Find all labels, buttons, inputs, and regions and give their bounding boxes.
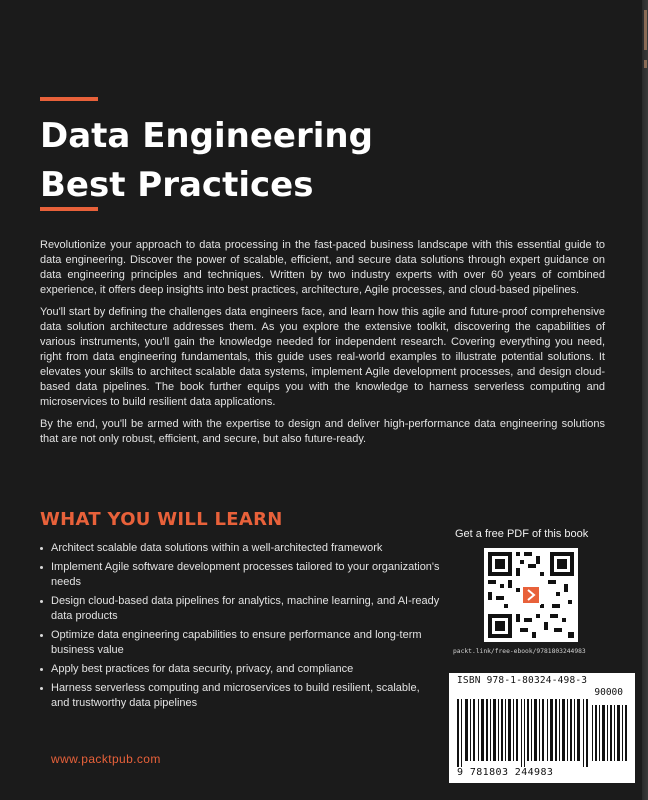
top-accent-bar bbox=[40, 97, 98, 101]
barcode-icon bbox=[455, 699, 631, 767]
learn-list bbox=[40, 541, 440, 715]
free-pdf-url[interactable]: packt.link/free-ebook/9781803244983 bbox=[453, 648, 586, 655]
learn-item: Optimize data engineering capabilities to ensure performance and long-term business value bbox=[40, 628, 440, 658]
learn-item: Architect scalable data solutions within a well-architected framework bbox=[40, 541, 440, 556]
spine-edge bbox=[642, 0, 648, 800]
title-line-2: Best Practices bbox=[40, 165, 314, 205]
barcode-panel bbox=[449, 673, 635, 783]
free-pdf-label: Get a free PDF of this book bbox=[455, 528, 589, 540]
learn-item: Apply best practices for data security, privacy, and compliance bbox=[40, 662, 440, 677]
bottom-accent-bar bbox=[40, 207, 98, 211]
book-description bbox=[40, 238, 605, 454]
price-code: 90000 bbox=[594, 687, 623, 698]
spine-mark bbox=[644, 10, 647, 50]
title-line-1: Data Engineering bbox=[40, 116, 373, 156]
learn-item: Implement Agile software development processes tailored to your organization's needs bbox=[40, 560, 440, 590]
description-paragraph: You'll start by defining the challenges data engineers face, and learn how this agile and future-proof comprehensive data solution architecture addresses them. As you explore the extensive toolkit, discovering the capabilities of various instruments, you'll gain the knowledge needed for independent research. Covering everything you need, right from data engineering fundamentals, this guide uses real-world examples to illustrate potential solutions. It elevates your skills to architect scalable data systems, implement Agile development processes, and design cloud-based data pipelines. The book further equips you with the knowledge to harness serverless computing and microservices to build resilient data applications. bbox=[40, 306, 605, 408]
learn-item: Harness serverless computing and microservices to build resilient, scalable, and trustworthy data pipelines bbox=[40, 681, 440, 711]
spine-mark bbox=[644, 60, 647, 68]
description-paragraph: Revolutionize your approach to data processing in the fast-paced business landscape with this essential guide to data engineering. Discover the power of scalable, efficient, and secure data solutions through expert guidance on data engineering principles and techniques. Written by two industry experts with over 60 years of combined experience, it offers deep insights into best practices, architecture, Agile processes, and cloud-based pipelines. bbox=[40, 239, 605, 296]
qr-code-icon[interactable] bbox=[484, 548, 578, 642]
learn-item: Design cloud-based data pipelines for analytics, machine learning, and AI-ready data products bbox=[40, 594, 440, 624]
publisher-website[interactable]: www.packtpub.com bbox=[51, 752, 161, 766]
book-title bbox=[40, 112, 600, 210]
isbn-text: ISBN 978-1-80324-498-3 bbox=[457, 675, 588, 686]
description-paragraph: By the end, you'll be armed with the expertise to design and deliver high-performance data engineering solutions that are not only robust, efficient, and secure, but also future-ready. bbox=[40, 418, 605, 445]
learn-heading: WHAT YOU WILL LEARN bbox=[40, 509, 283, 530]
barcode-digits: 9 781803 244983 bbox=[457, 767, 554, 778]
